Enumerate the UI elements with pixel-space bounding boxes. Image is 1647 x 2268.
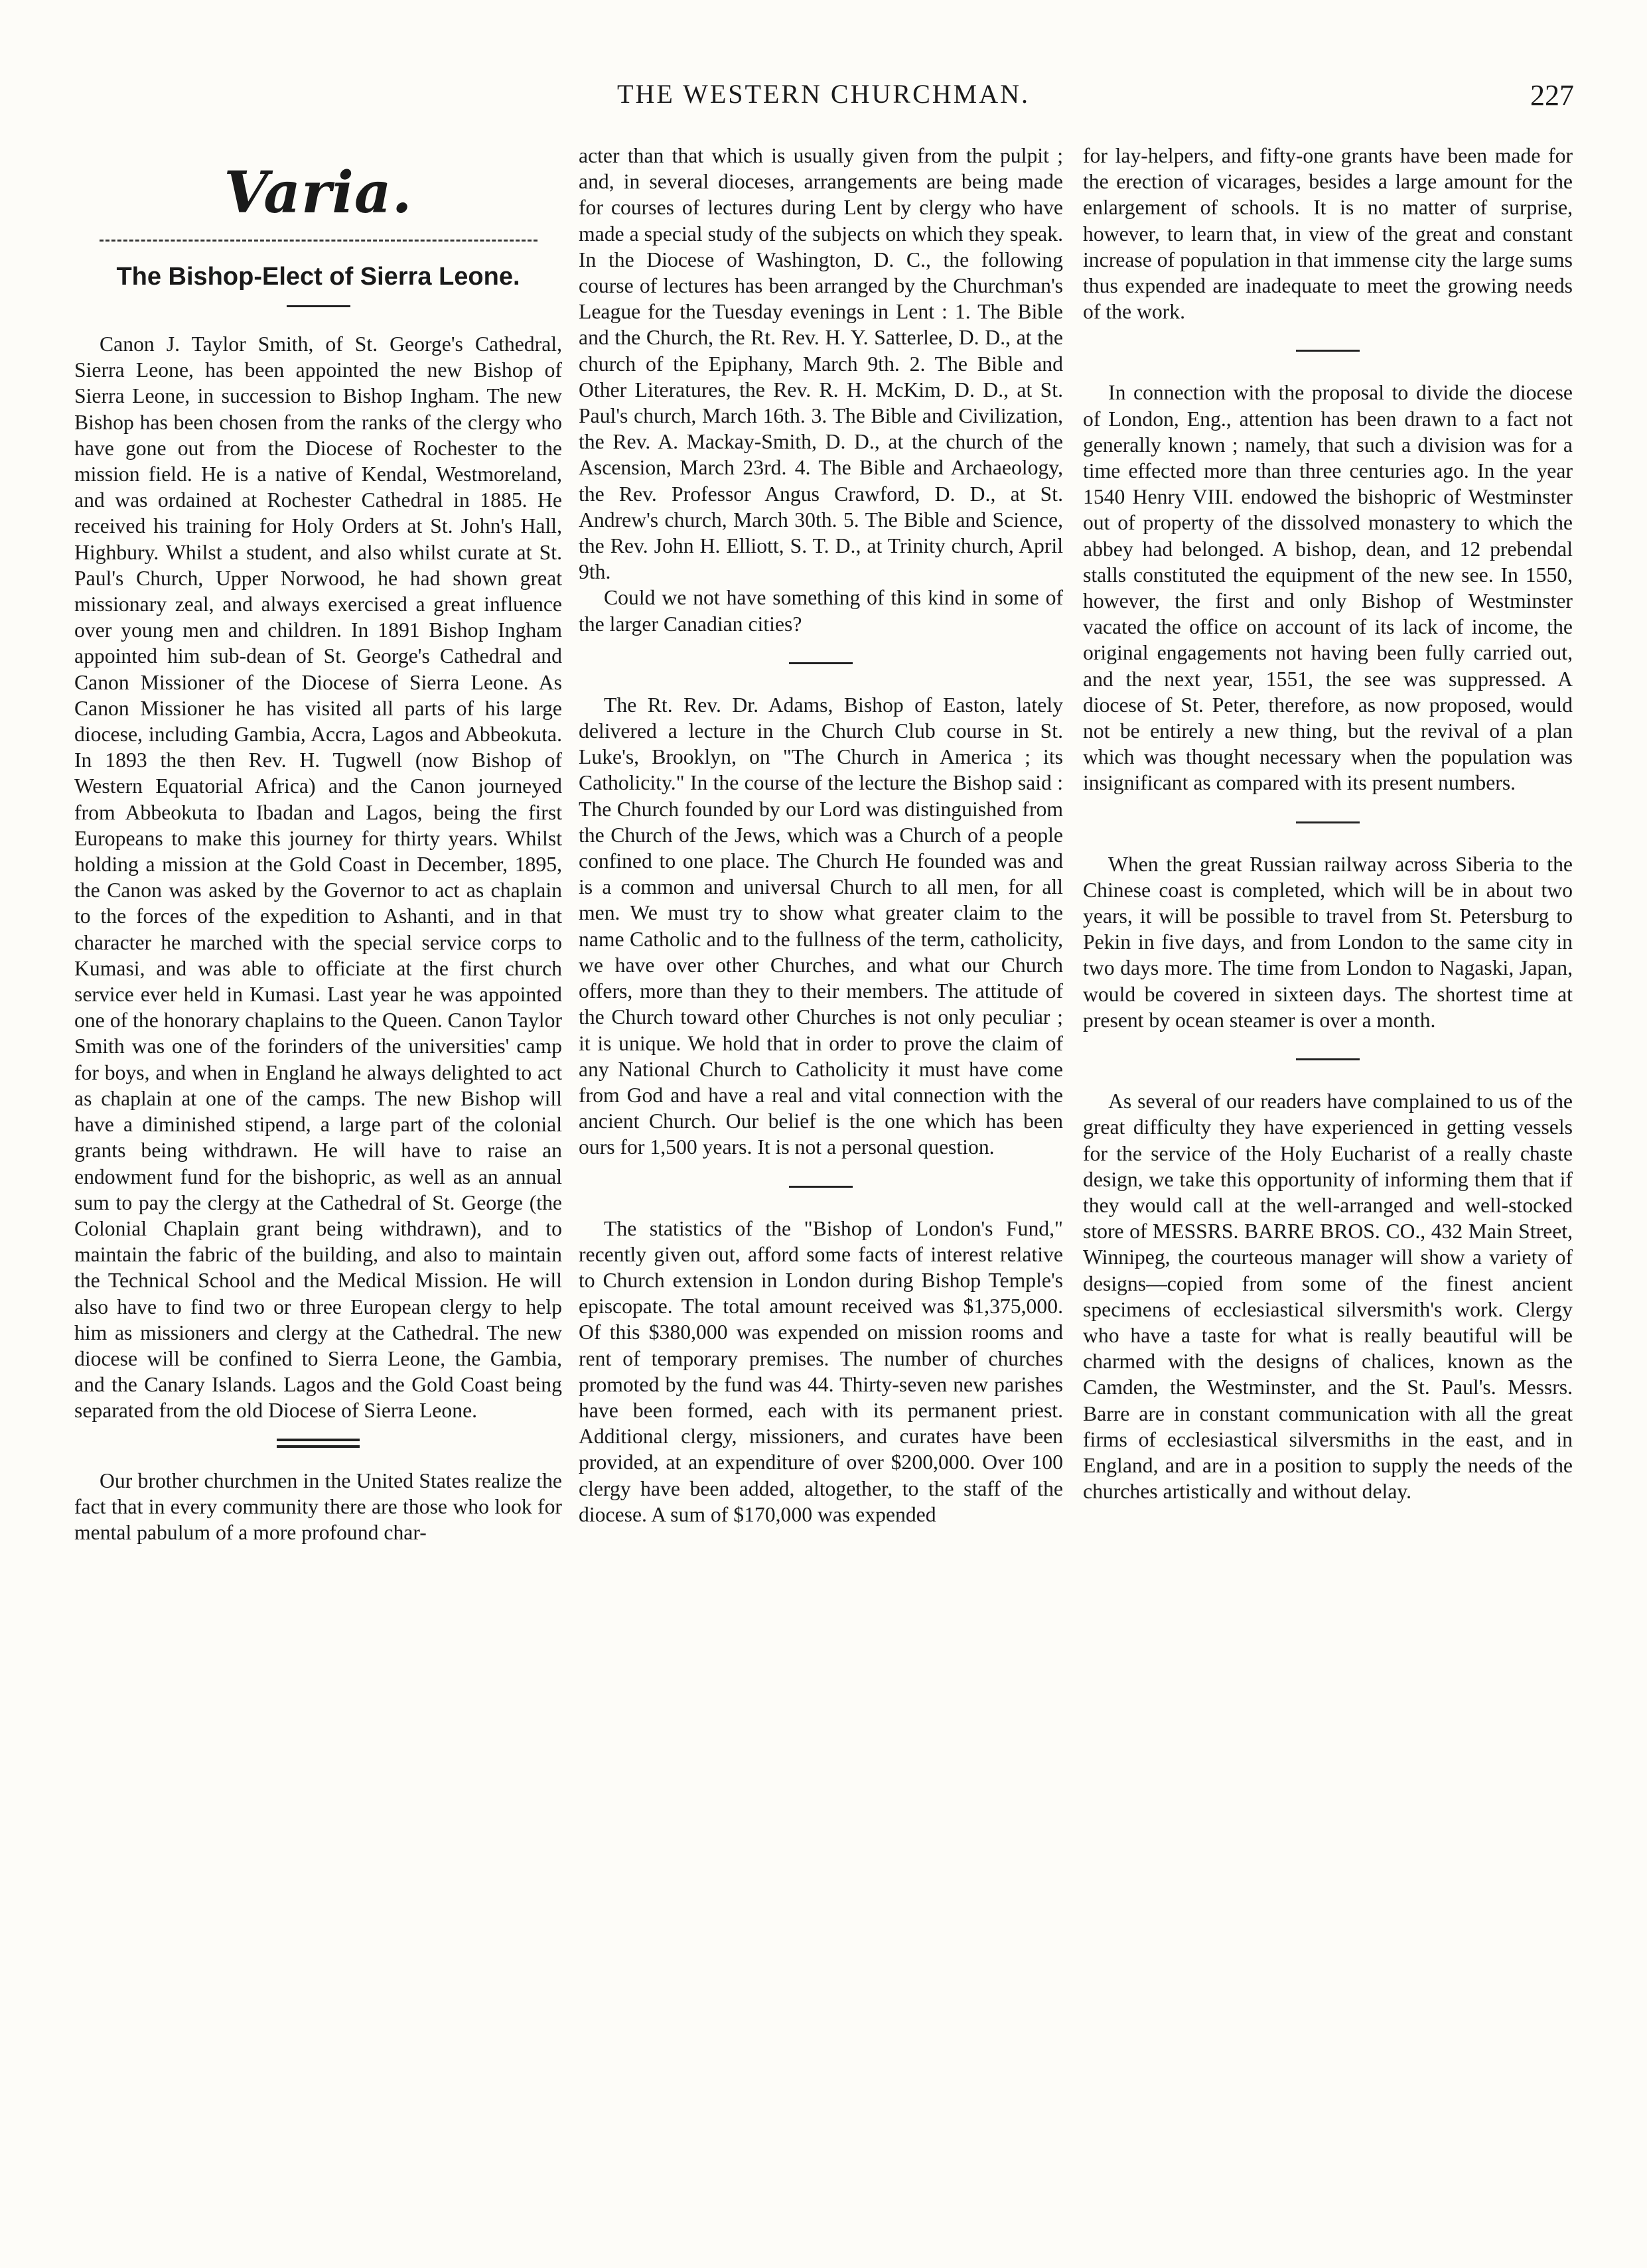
article-paragraph: Could we not have something of this kind in some of the larger Canadian cities? (579, 586, 1063, 636)
divider (1296, 1058, 1360, 1060)
column-right (1083, 143, 1573, 1504)
article-paragraph: Canon J. Taylor Smith, of St. George's Cathedral, Sierra Leone, has been appointed the new Bishop of Sierra Leone, in succession to Bishop Ingham. The new Bishop has been chosen from the ranks of the clergy who have gone out from the Diocese of Rochester to the mission field. He is a native of Kendal, Westmoreland, and was ordained at Rochester Cathedral in 1885. He received his training for Holy Orders at St. John's Hall, Highbury. Whilst a student, and also whilst curate at St. Paul's Church, Upper Norwood, he had shown great missionary zeal, and always exercised a great influence over young men and children. In 1891 Bishop Ingham appointed him sub-dean of St. George's Cathedral and Canon Missioner of the Diocese of Sierra Leone. As Canon Missioner he has visited all parts of his large diocese, including Gambia, Accra, Lagos and Abbeokuta. In 1893 the then Rev. H. Tugwell (now Bishop of Western Equatorial Africa) and the Canon journeyed from Abbeokuta to Ibadan and Lagos, being the first Europeans to make this journey for thirty years. Whilst holding a mission at the Gold Coast in December, 1895, the Canon was asked by the Governor to act as chaplain to the forces of the expedition to Ashanti, and in that character he marched with the special service corps to Kumasi, and was able to officiate at the first church service ever held in Kumasi. Last year he was appointed one of the honorary chaplains to the Queen. Canon Taylor Smith was one of the forinders of the universities' camp for boys, and when in England he always delighted to act as chaplain at one of the camps. The new Bishop will have a diminished stipend, a large part of the colonial grants being withdrawn. He will have to raise an endowment fund for the bishopric, as well as an annual sum to pay the clergy at the Cathedral of St. George (the Colonial Chaplain grant being withdrawn), and to maintain the fabric of the building, and also to maintain the Technical School and the Medical Mission. He will also have to find two or three European clergy to help him as missioners and clergy at the Cathedral. The new diocese will be confined to Sierra Leone, the Gambia, and the Canary Islands. Lagos and the Gold Coast being separated from the old Diocese of Sierra Leone. (74, 332, 562, 1423)
divider (287, 305, 350, 307)
column-middle (579, 143, 1063, 1527)
article-paragraph: The statistics of the "Bishop of London's Fund," recently given out, afford some facts of interest relative to Church extension in London during Bishop Temple's episcopate. The total amount received was $1,375,000. Of this $380,000 was expended on mission rooms and rent of temporary premises. The number of churches promoted by the fund was 44. Thirty-seven new parishes have been formed, each with its permanent priest. Additional clergy, missioners, and curates have been provided, at an expenditure of over $200,000. Over 100 clergy have been added, altogether, to the staff of the diocese. A sum of $170,000 was expended (579, 1216, 1063, 1526)
divider (789, 662, 853, 664)
article-paragraph: acter than that which is usually given from the pulpit ; and, in several dioceses, arrangements are being made for courses of lectures during Lent by clergy who have made a special study of the subjects on which they speak. In the Diocese of Washington, D. C., the following course of lectures has been arranged by the Churchman's League for the Tuesday evenings in Lent : 1. The Bible and the Church, the Rt. Rev. H. Y. Satterlee, D. D., at the church of the Epiphany, March 9th. 2. The Bible and Other Literatures, the Rev. R. H. McKim, D. D., at St. Paul's church, March 16th. 3. The Bible and Civilization, the Rev. A. Mackay-Smith, D. D., at the church of the Ascension, March 23rd. 4. The Bible and Archaeology, the Rev. Professor Angus Crawford, D. D., at St. Andrew's church, March 30th. 5. The Bible and Science, the Rev. John H. Elliott, S. T. D., at Trinity church, April 9th. (579, 144, 1063, 584)
article-paragraph: Our brother churchmen in the United States realize the fact that in every community there are those who look for mental pabulum of a more profound char- (74, 1468, 562, 1544)
divider (1296, 821, 1360, 823)
journal-title: THE WESTERN CHURCHMAN. (617, 79, 1030, 109)
column-left (74, 143, 562, 1545)
article-paragraph: As several of our readers have complained to us of the great difficulty they have experienced in getting vessels for the service of the Holy Eucharist of a really chaste design, we take this opportunity of informing them that if they would call at the well-arranged and well-stocked store of MESSRS. BARRE BROS. CO., 432 Main Street, Winnipeg, the courteous manager will show a variety of designs—copied from some of the finest ancient specimens of ecclesiastical silversmith's work. Clergy who have a taste for what is really beautiful will be charmed with the designs of chalices, known as the Camden, the Westminster, and the St. Paul's. Messrs. Barre are in constant communication with all the great firms of ecclesiastical silversmiths in the east, and in England, and are in a position to supply the needs of the churches artistically and without delay. (1083, 1090, 1573, 1504)
article-paragraph: When the great Russian railway across Siberia to the Chinese coast is completed, which will be in about two years, it will be possible to travel from St. Petersburg to Pekin in five days, and from London to the same city in two days more. The time from London to Nagaski, Japan, would be covered in sixteen days. The shortest time at present by ocean steamer is over a month. (1083, 852, 1573, 1032)
article-paragraph: for lay-helpers, and fifty-one grants have been made for the erection of vicarages, besides a large amount for the enlargement of schools. It is no matter of surprise, however, to learn that, in view of the great and constant increase of population in that immense city the large sums thus expended are inadequate to meet the growing needs of the work. (1083, 144, 1573, 324)
divider (1296, 350, 1360, 352)
divider (789, 1186, 853, 1188)
article-paragraph: In connection with the proposal to divide the diocese of London, Eng., attention has been drawn to a fact not generally known ; namely, that such a division was for a time effected more than three centuries ago. In the year 1540 Henry VIII. endowed the bishopric of Westminster out of property of the dissolved monastery to which the abbey had belonged. A bishop, dean, and 12 prebendal stalls constituted the equipment of the new see. In 1550, however, the first and only Bishop of Westminster vacated the office on account of its lack of income, the original engagements not having been fully carried out, and the next year, 1551, the see was suppressed. A diocese of St. Peter, therefore, as now proposed, would not be entirely a new thing, but the revival of a plan which was thought necessary when the population was insignificant as compared with its present numbers. (1083, 381, 1573, 795)
section-title: Varia. (224, 159, 413, 226)
ornamental-rule (100, 240, 537, 242)
page-number: 227 (1530, 79, 1574, 111)
article-paragraph: The Rt. Rev. Dr. Adams, Bishop of Easton, lately delivered a lecture in the Church Club course in St. Luke's, Brooklyn, on "The Church in America ; its Catholicity." In the course of the lecture the Bishop said : The Church founded by our Lord was distinguished from the Church of the Jews, which was a Church of a people confined to one place. The Church He founded was and is a common and universal Church to all men, for all men. We must try to show what greater claim to the name Catholic and to the fullness of the term, catholicity, we have over other Churches, and what our Church offers, more than they to their members. The attitude of the Church toward other Churches is not only peculiar ; it is unique. We hold that in order to prove the claim of any National Church to Catholicity it must have come from God and have a real and vital connection with the ancient Church. Our belief is the one which has been ours for 1,500 years. It is not a personal question. (579, 693, 1063, 1159)
double-divider (277, 1439, 360, 1448)
article-heading: The Bishop-Elect of Sierra Leone. (116, 263, 520, 291)
